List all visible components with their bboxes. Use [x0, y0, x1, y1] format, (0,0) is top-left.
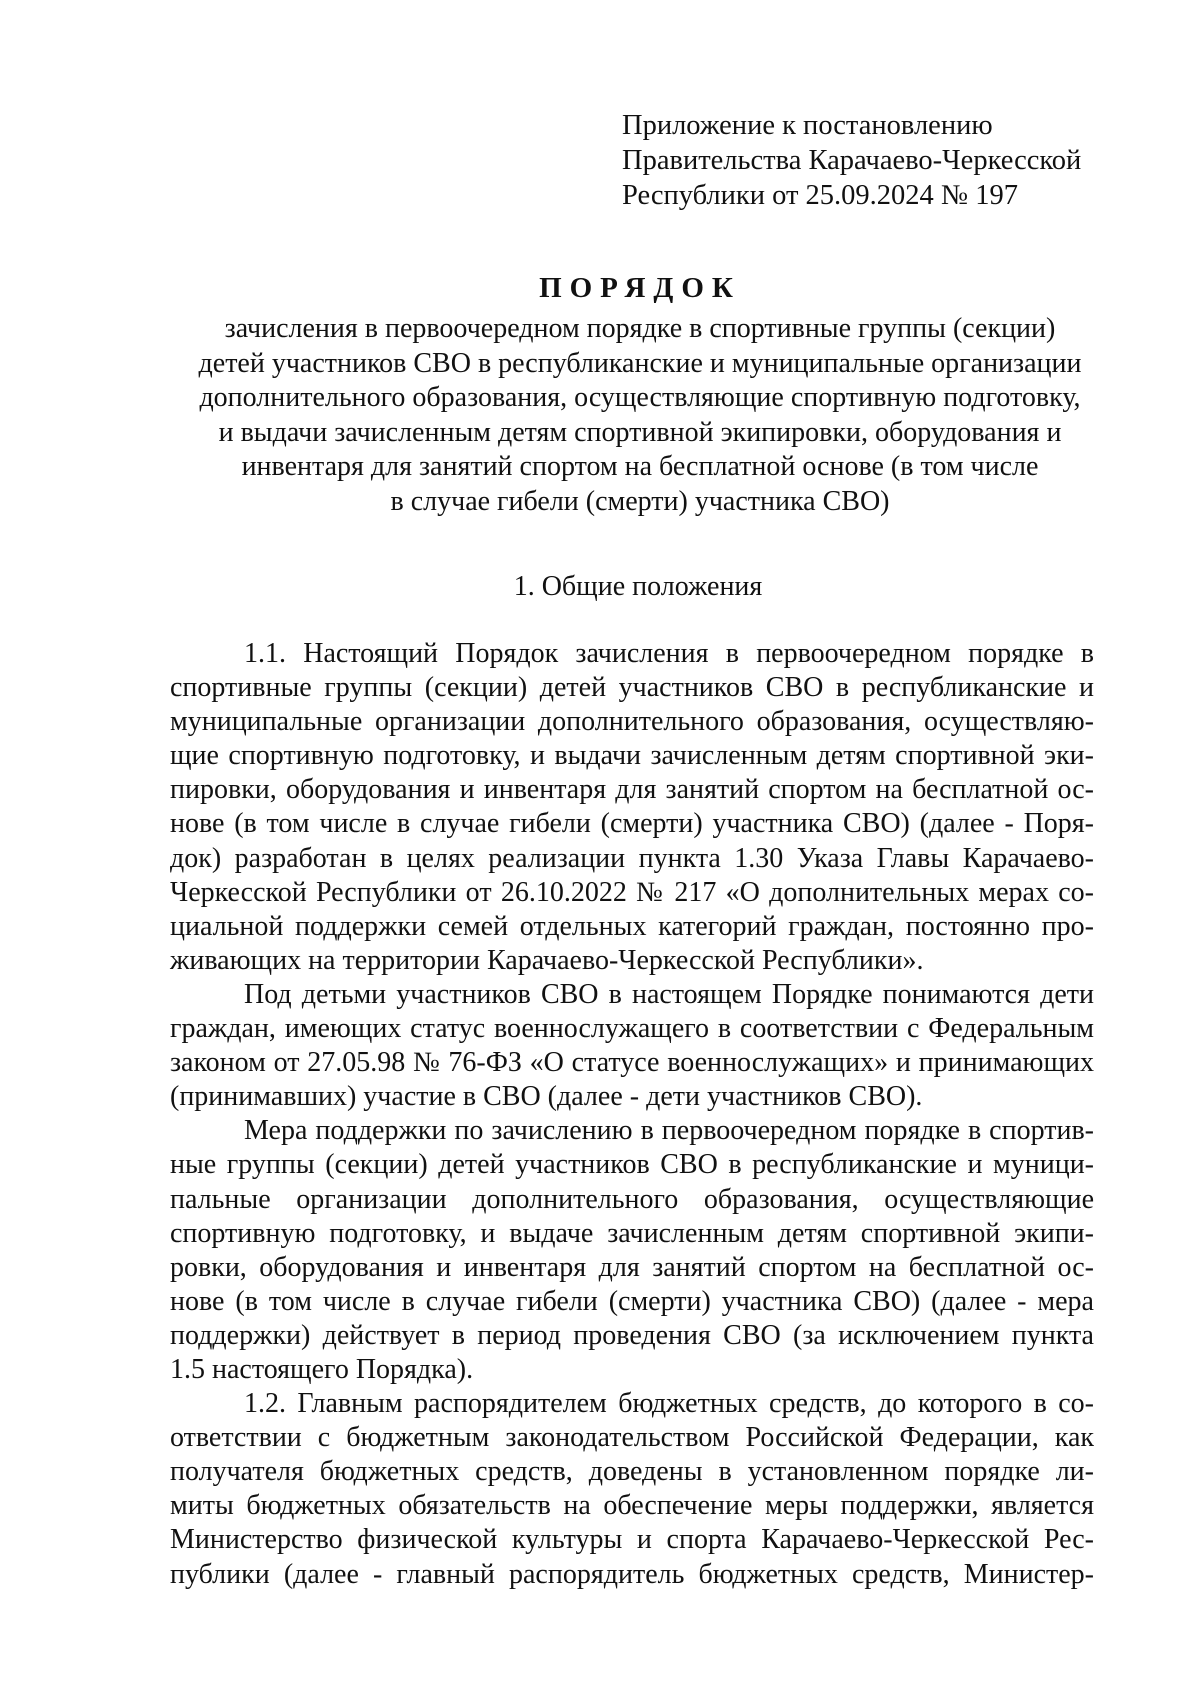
section-heading: 1. Общие положения	[513, 571, 763, 602]
appendix-note	[622, 108, 1142, 213]
body-line: пальные организации дополнительного образования, осуществляющие	[170, 1183, 1094, 1215]
body-line: 1.5 настоящего Порядка).	[170, 1353, 474, 1385]
appendix-line: Правительства Карачаево-Черкесской	[622, 145, 1082, 176]
body-line: нове (в том числе в случае гибели (смерти) участника СВО) (далее - Поря-	[170, 808, 1094, 840]
body-line: Черкесской Республики от 26.10.2022 № 217 «О дополнительных мерах со-	[170, 876, 1094, 908]
document-title: ПОРЯДОК	[539, 272, 741, 304]
body-line: спортивные группы (секции) детей участников СВО в республиканские и	[170, 672, 1094, 704]
subtitle-line: и выдачи зачисленным детям спортивной экипировки, оборудования и	[218, 416, 1062, 448]
subtitle-line: дополнительного образования, осуществляющие спортивную подготовку,	[199, 382, 1081, 413]
body-line: живающих на территории Карачаево-Черкесской Республики».	[170, 944, 924, 976]
body-text	[170, 637, 1094, 1592]
body-line: ные группы (секции) детей участников СВО в республиканские и муници-	[170, 1149, 1094, 1181]
body-line: пировки, оборудования и инвентаря для занятий спортом на бесплатной ос-	[170, 774, 1094, 806]
body-line: циальной поддержки семей отдельных категорий граждан, постоянно про-	[170, 910, 1094, 942]
subtitle-line: зачисления в первоочередном порядке в спортивные группы (секции)	[224, 313, 1056, 344]
body-line: нове (в том числе в случае гибели (смерти) участника СВО) (далее - мера	[170, 1285, 1094, 1317]
body-line: Министерство физической культуры и спорта Карачаево-Черкесской Рес-	[170, 1524, 1094, 1556]
appendix-line: Республики от 25.09.2024 № 197	[622, 180, 1018, 211]
body-line: 1.1. Настоящий Порядок зачисления в первоочередном порядке в	[244, 638, 1094, 669]
body-line: 1.2. Главным распорядителем бюджетных средств, до которого в со-	[244, 1388, 1094, 1420]
body-line: спортивную подготовку, и выдаче зачисленным детям спортивной экипи-	[170, 1217, 1094, 1249]
body-line: муниципальные организации дополнительного образования, осуществляю-	[170, 706, 1094, 738]
body-line: миты бюджетных обязательств на обеспечение меры поддержки, является	[170, 1490, 1094, 1522]
body-line: получателя бюджетных средств, доведены в установленном порядке ли-	[170, 1456, 1094, 1488]
body-line: (принимавших) участие в СВО (далее - дети участников СВО).	[170, 1081, 923, 1113]
body-line: док) разработан в целях реализации пункта 1.30 Указа Главы Карачаево-	[170, 842, 1094, 874]
body-line: Под детьми участников СВО в настоящем Порядке понимаются дети	[244, 978, 1094, 1010]
body-line: ответствии с бюджетным законодательством Российской Федерации, как	[170, 1422, 1094, 1454]
body-line: граждан, имеющих статус военнослужащего в соответствии с Федеральным	[170, 1013, 1094, 1045]
subtitle-line: детей участников СВО в республиканские и муниципальные организации	[198, 347, 1082, 379]
subtitle-line: инвентаря для занятий спортом на бесплатной основе (в том числе	[241, 451, 1039, 482]
body-line: ровки, оборудования и инвентаря для занятий спортом на бесплатной ос-	[170, 1251, 1094, 1283]
body-line: публики (далее - главный распорядитель бюджетных средств, Министер-	[170, 1558, 1094, 1590]
body-line: законом от 27.05.98 № 76-ФЗ «О статусе военнослужащих» и принимающих	[170, 1047, 1094, 1079]
document-subtitle	[0, 312, 1200, 519]
body-line: поддержки) действует в период проведения СВО (за исключением пункта	[170, 1319, 1094, 1351]
subtitle-line: в случае гибели (смерти) участника СВО)	[390, 485, 890, 517]
body-line: Мера поддержки по зачислению в первоочередном порядке в спортив-	[244, 1115, 1094, 1147]
body-line: щие спортивную подготовку, и выдачи зачисленным детям спортивной эки-	[170, 740, 1094, 772]
appendix-line: Приложение к постановлению	[622, 110, 993, 141]
